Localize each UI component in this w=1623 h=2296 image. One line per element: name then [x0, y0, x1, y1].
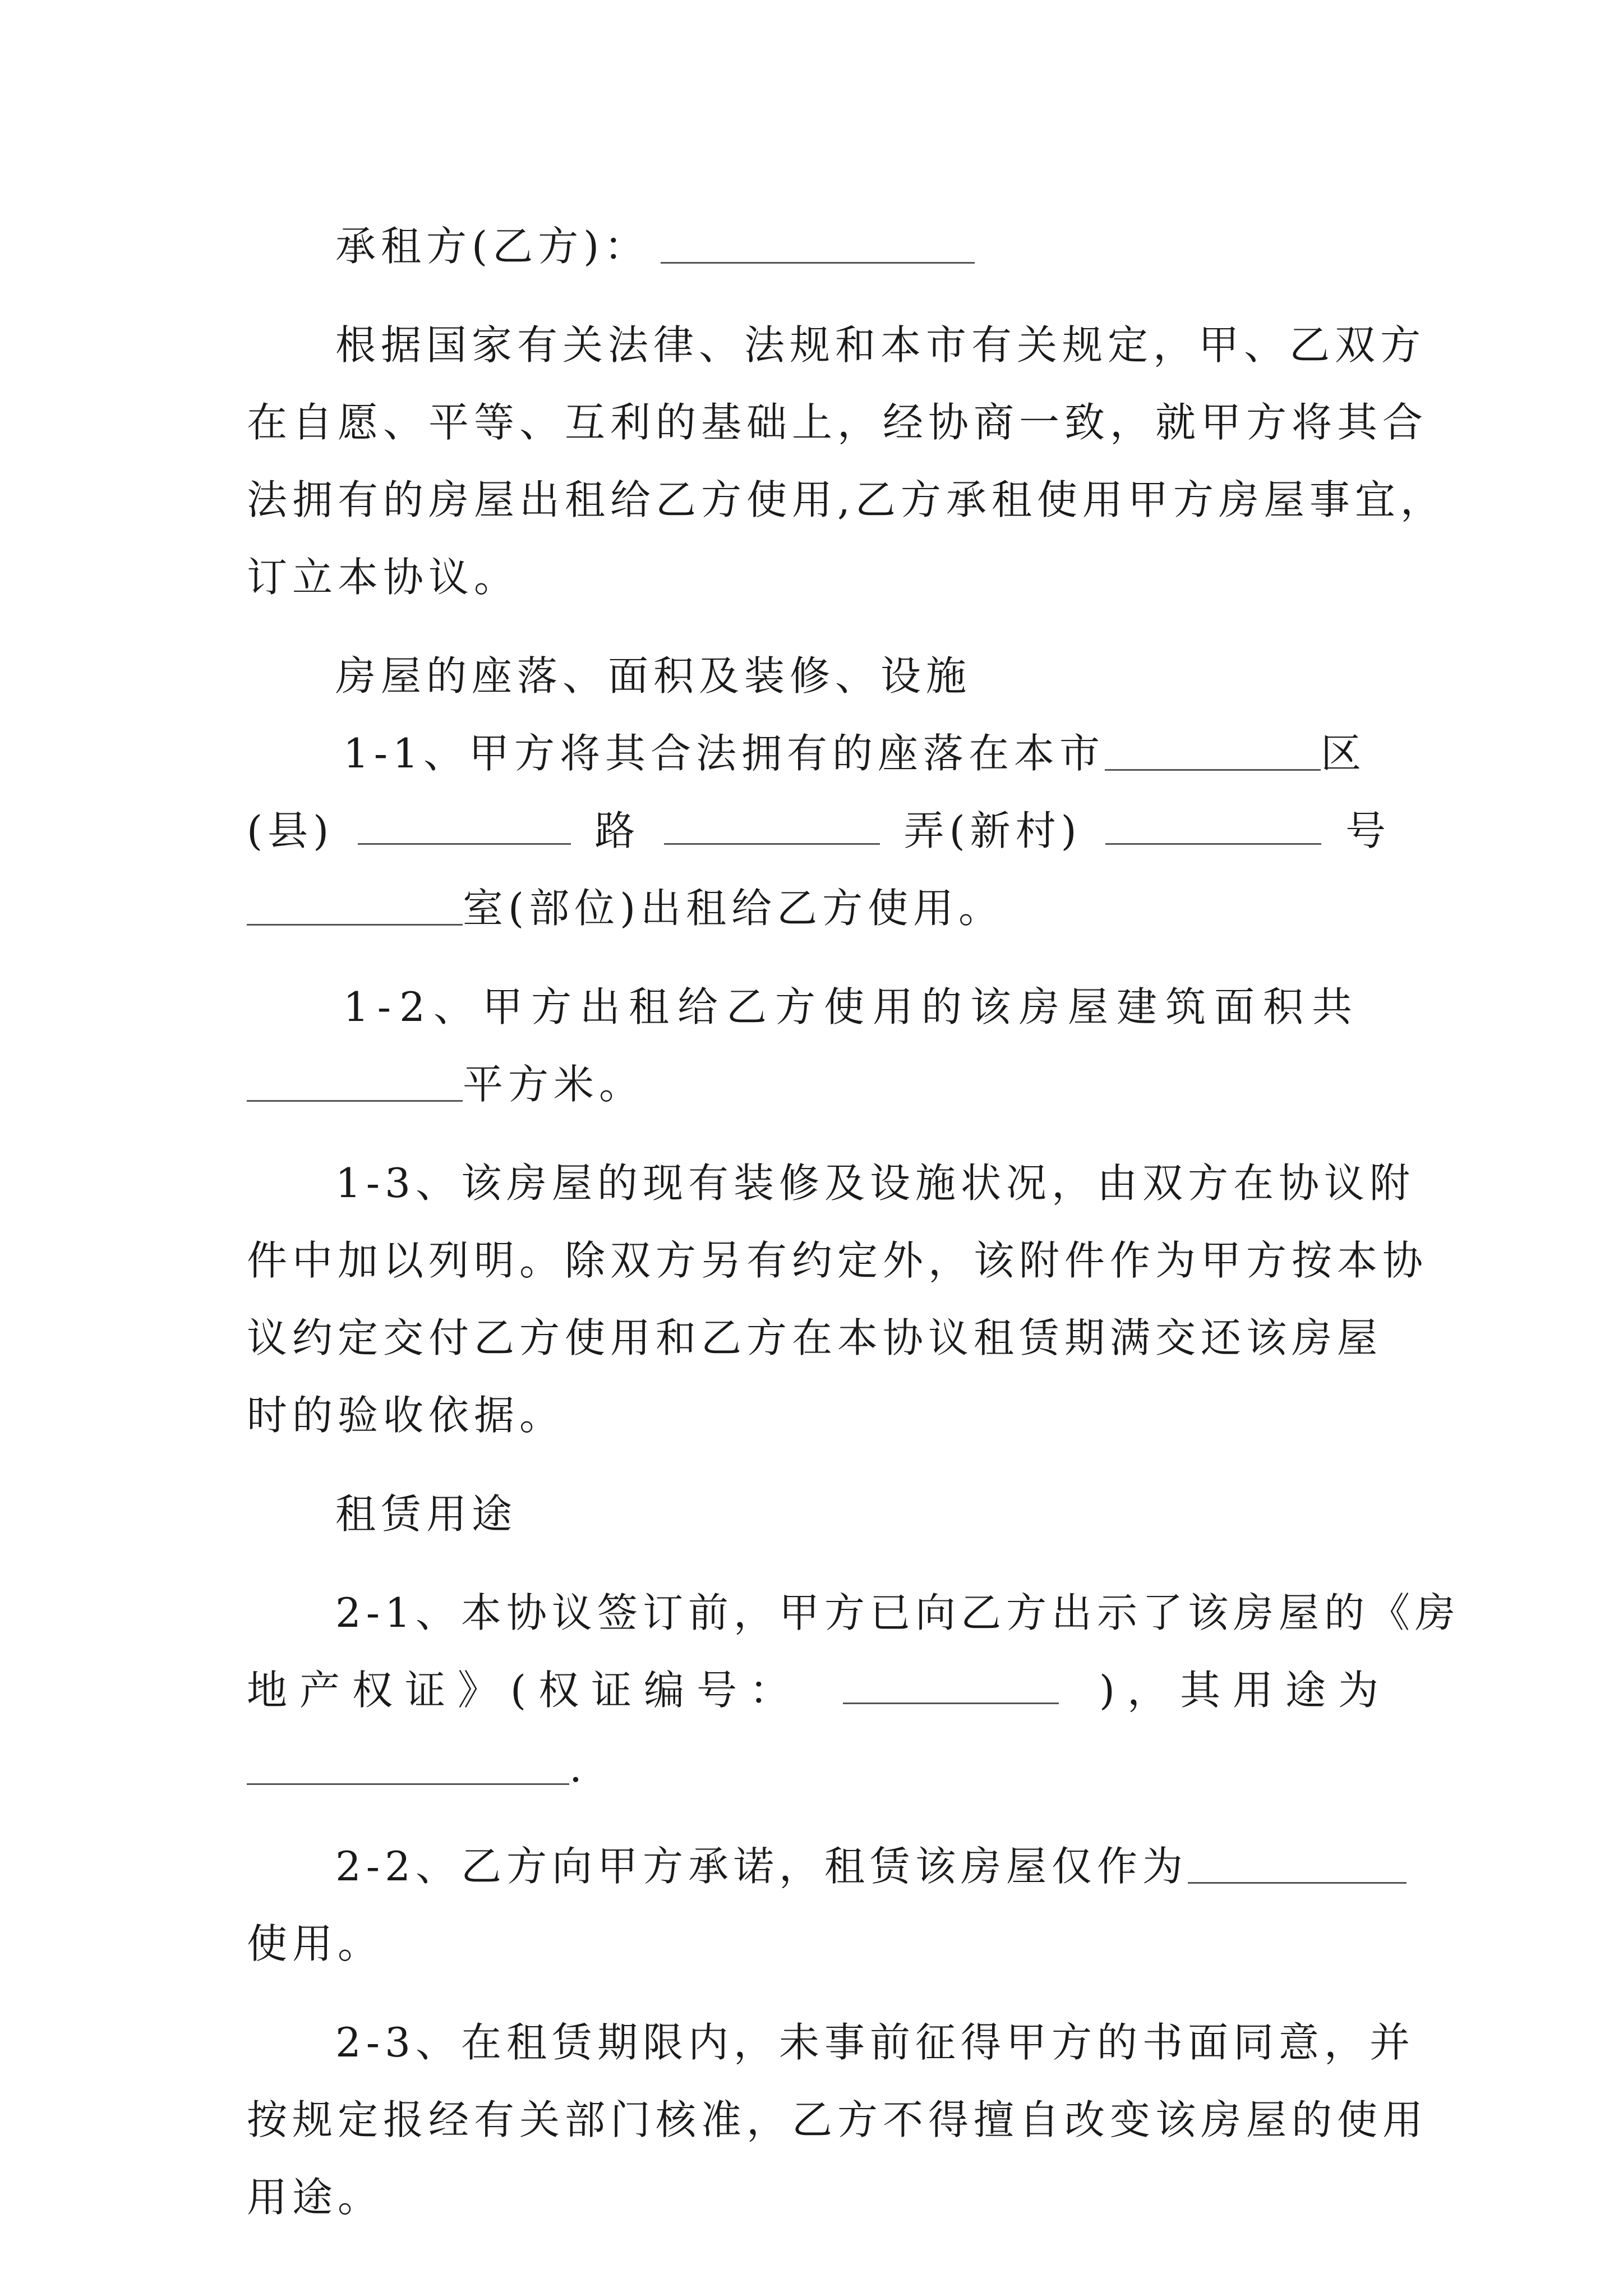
- clause-1-3-line-4: 时的验收依据。: [247, 1392, 565, 1439]
- lessee-blank: [661, 227, 975, 264]
- clause-1-1-line-2: [247, 792, 1391, 869]
- clause-1-2-line-1: 1-2、甲方出租给乙方使用的该房屋建筑面积共: [343, 983, 1361, 1030]
- document-page: [247, 208, 1460, 2236]
- intro-line-3: 法拥有的房屋出租给乙方使用,乙方承租使用甲方房屋事宜，: [247, 476, 1446, 523]
- clause-2-3-line-2: 按规定报经有关部门核准，乙方不得擅自改变该房屋的使用: [247, 2096, 1428, 2143]
- clause-2-2-line-1: [247, 1828, 1391, 1905]
- lessee-line: [247, 208, 1391, 285]
- intro-line-1: 根据国家有关法律、法规和本市有关规定，甲、乙双方: [335, 321, 1426, 369]
- usage-blank: [247, 1749, 569, 1785]
- area-blank: [247, 1065, 463, 1102]
- clause-2-2-line-2: 使用。: [247, 1920, 384, 1967]
- purpose-blank: [1188, 1847, 1407, 1884]
- clause-1-1-tail: 室(部位)出租给乙方使用。: [463, 885, 1004, 932]
- certificate-number-blank: [843, 1668, 1059, 1704]
- clause-1-3-line-1: 1-3、该房屋的现有装修及设施状况，由双方在协议附: [335, 1159, 1415, 1207]
- clause-1-2-tail: 平方米。: [463, 1061, 645, 1108]
- clause-2-1-part-a: 地产权证》(权证编号：: [247, 1667, 803, 1714]
- district-blank: [1105, 734, 1321, 771]
- intro-line-4: 订立本协议。: [247, 554, 520, 601]
- intro-line-2: 在自愿、平等、互利的基础上，经协商一致，就甲方将其合: [247, 399, 1428, 446]
- clause-2-1-line-1: 2-1、本协议签订前，甲方已向乙方出示了该房屋的《房: [335, 1589, 1460, 1636]
- county-label: (县): [247, 807, 334, 854]
- lane-blank: [1105, 808, 1321, 845]
- county-blank: [358, 808, 571, 845]
- clause-2-2-text: 2-2、乙方向甲方承诺，租赁该房屋仅作为: [335, 1843, 1188, 1890]
- clause-1-3-line-3: 议约定交付乙方使用和乙方在本协议租赁期满交还该房屋: [247, 1314, 1383, 1361]
- road-blank: [664, 808, 880, 845]
- number-label: 号: [1345, 807, 1391, 854]
- section1-heading: 房屋的座落、面积及装修、设施: [335, 652, 972, 700]
- clause-1-1-prefix: 1-1、甲方将其合法拥有的座落在本市: [343, 730, 1105, 777]
- clause-2-3-line-1: 2-3、在租赁期限内，未事前征得甲方的书面同意，并: [335, 2019, 1415, 2066]
- lane-label: 弄(新村): [903, 807, 1082, 854]
- clause-1-3-line-2: 件中加以列明。除双方另有约定外，该附件作为甲方按本协: [247, 1237, 1428, 1284]
- clause-2-1-line-3: [247, 1729, 1391, 1806]
- section2-heading: 租赁用途: [335, 1490, 518, 1538]
- road-label: 路: [594, 807, 640, 854]
- room-blank: [247, 889, 463, 926]
- clause-2-1-period: .: [569, 1744, 587, 1791]
- clause-2-3-line-3: 用途。: [247, 2174, 384, 2221]
- clause-1-1-line-1: [247, 715, 1391, 792]
- clause-1-1-line-3: [247, 869, 1391, 947]
- lessee-label: 承租方(乙方)：: [335, 223, 650, 270]
- district-label: 区: [1320, 730, 1366, 777]
- clause-1-2-line-2: [247, 1046, 1391, 1123]
- clause-2-1-line-2: [247, 1651, 1391, 1729]
- clause-2-1-part-b: )，其用途为: [1099, 1667, 1391, 1714]
